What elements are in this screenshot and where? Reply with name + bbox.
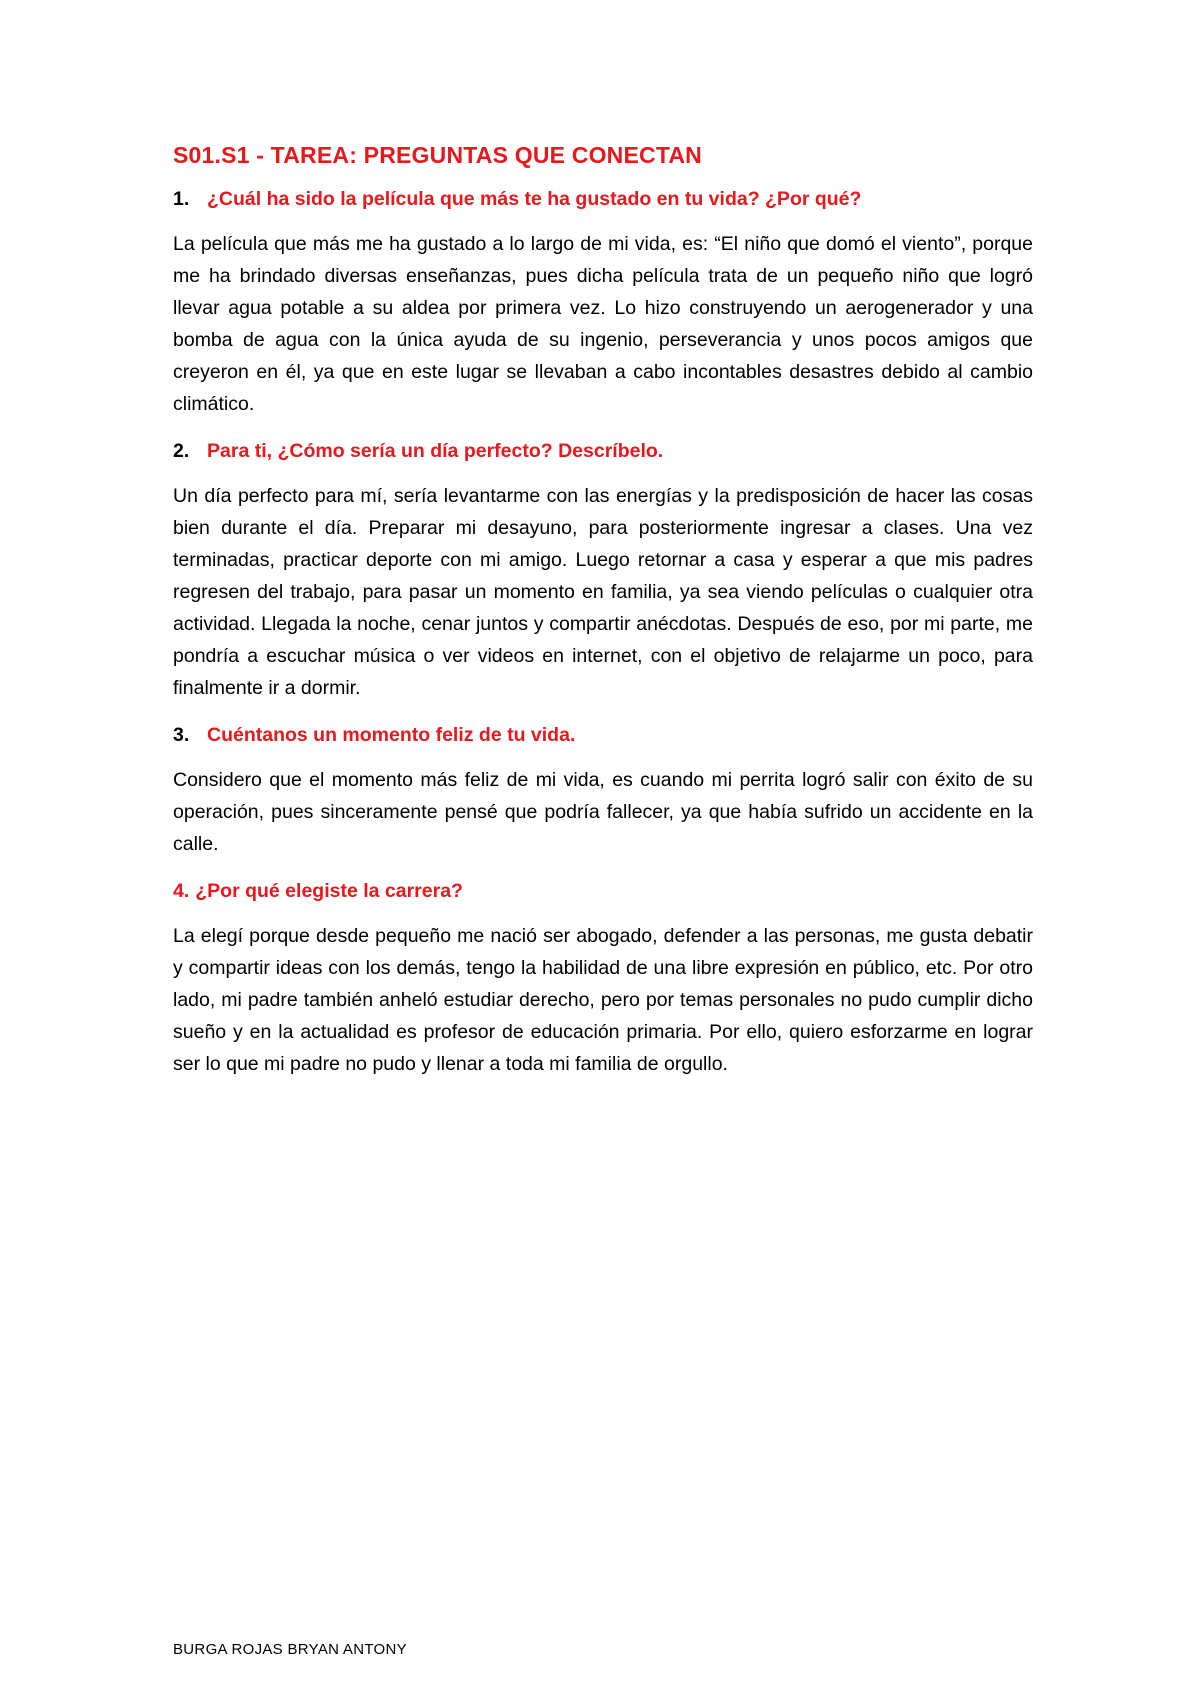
question-4 bbox=[173, 876, 1033, 906]
answer-1: La película que más me ha gustado a lo largo de mi vida, es: “El niño que domó el viento”, porque me ha brindado diversas enseñanzas, pues dicha película trata de un pequeño niño que logró llevar agua potable a su aldea por primera vez. Lo hizo construyendo un aerogenerador y una bomba de agua con la única ayuda de su ingenio, perseverancia y unos pocos amigos que creyeron en él, ya que en este lugar se llevaban a cabo incontables desastres debido al cambio climático. bbox=[173, 233, 1033, 415]
question-1 bbox=[173, 184, 1033, 214]
answer-2: Un día perfecto para mí, sería levantarme con las energías y la predisposición de hacer las cosas bien durante el día. Preparar mi desayuno, para posteriormente ingresar a clases. Una vez terminadas, practicar deporte con mi amigo. Luego retornar a casa y esperar a que mis padres regresen del trabajo, para pasar un momento en familia, ya sea viendo películas o cualquier otra actividad. Llegada la noche, cenar juntos y compartir anécdotas. Después de eso, por mi parte, me pondría a escuchar música o ver videos en internet, con el objetivo de relajarme un poco, para finalmente ir a dormir. bbox=[173, 485, 1033, 699]
question-number: 1. bbox=[173, 188, 190, 210]
question-2 bbox=[173, 436, 1033, 466]
answer-4: La elegí porque desde pequeño me nació ser abogado, defender a las personas, me gusta debatir y compartir ideas con los demás, tengo la habilidad de una libre expresión en público, etc. Por otro lado, mi padre también anheló estudiar derecho, pero por temas personales no pudo cumplir dicho sueño y en la actualidad es profesor de educación primaria. Por ello, quiero esforzarme en lograr ser lo que mi padre no pudo y llenar a toda mi familia de orgullo. bbox=[173, 925, 1033, 1075]
question-number: 2. bbox=[173, 440, 190, 462]
question-text: Para ti, ¿Cómo sería un día perfecto? Descríbelo. bbox=[207, 440, 664, 462]
footer-author: BURGA ROJAS BRYAN ANTONY bbox=[173, 1641, 407, 1658]
question-number: 4. bbox=[173, 880, 190, 902]
question-3 bbox=[173, 720, 1033, 750]
document-body bbox=[173, 138, 1033, 1096]
question-text: Cuéntanos un momento feliz de tu vida. bbox=[207, 724, 576, 746]
question-number: 3. bbox=[173, 724, 190, 746]
document-title: S01.S1 - TAREA: PREGUNTAS QUE CONECTAN bbox=[173, 142, 702, 168]
answer-3: Considero que el momento más feliz de mi vida, es cuando mi perrita logró salir con éxito de su operación, pues sinceramente pensé que podría fallecer, ya que había sufrido un accidente en la calle. bbox=[173, 769, 1033, 855]
question-text: ¿Por qué elegiste la carrera? bbox=[195, 880, 463, 902]
question-text: ¿Cuál ha sido la película que más te ha gustado en tu vida? ¿Por qué? bbox=[207, 188, 862, 210]
